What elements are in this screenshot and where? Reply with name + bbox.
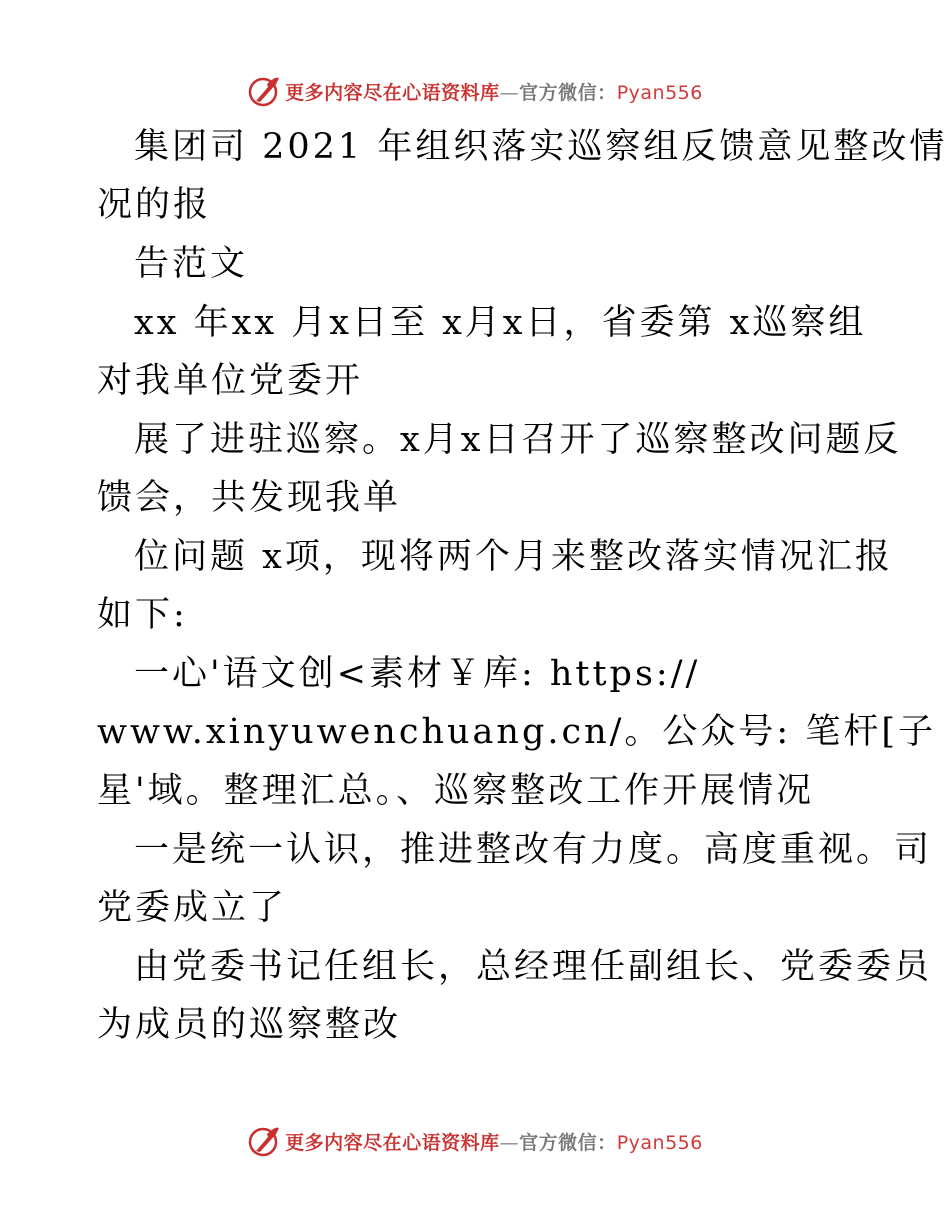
body-line: 况的报 bbox=[97, 185, 212, 225]
banner-main-text: 更多内容尽在心语资料库 bbox=[285, 1131, 500, 1154]
body-line: 由党委书记任组长，总经理任副组长、党委委员 bbox=[134, 947, 933, 987]
banner-dash: — bbox=[499, 81, 520, 104]
banner-wechat-id: Pyan556 bbox=[616, 1131, 703, 1154]
body-line: 一是统一认识，推进整改有力度。高度重视。司 bbox=[134, 830, 933, 870]
banner-wechat-label: 官方微信： bbox=[519, 81, 617, 104]
banner-main-text: 更多内容尽在心语资料库 bbox=[285, 81, 500, 104]
body-line: 展了进驻巡察。x月x日召开了巡察整改问题反 bbox=[134, 420, 902, 460]
body-line: 如下: bbox=[97, 595, 188, 635]
body-line: 对我单位党委开 bbox=[97, 361, 364, 401]
body-line: 告范文 bbox=[134, 244, 249, 284]
body-line: 位问题 x项，现将两个月来整改落实情况汇报 bbox=[134, 537, 893, 577]
body-line: 星'域。整理汇总。、巡察整改工作开展情况 bbox=[97, 771, 815, 811]
banner-wechat-id: Pyan556 bbox=[616, 81, 703, 104]
banner-dash: — bbox=[499, 1131, 520, 1154]
quill-pen-logo-icon bbox=[247, 1124, 281, 1158]
footer-banner bbox=[0, 1124, 950, 1158]
body-line: 党委成立了 bbox=[97, 888, 288, 928]
banner-wechat-label: 官方微信： bbox=[519, 1131, 617, 1154]
body-line: 馈会，共发现我单 bbox=[97, 478, 402, 518]
body-line: www.xinyuwenchuang.cn/。公众号: 笔杆[子 bbox=[97, 712, 936, 752]
body-line: 为成员的巡察整改 bbox=[97, 1005, 402, 1045]
body-line: 集团司 2021 年组织落实巡察组反馈意见整改情 bbox=[134, 127, 948, 167]
body-line: 一心'语文创<素材￥库: https:// bbox=[134, 654, 701, 694]
body-line: xx 年xx 月x日至 x月x日，省委第 x巡察组 bbox=[134, 303, 867, 343]
